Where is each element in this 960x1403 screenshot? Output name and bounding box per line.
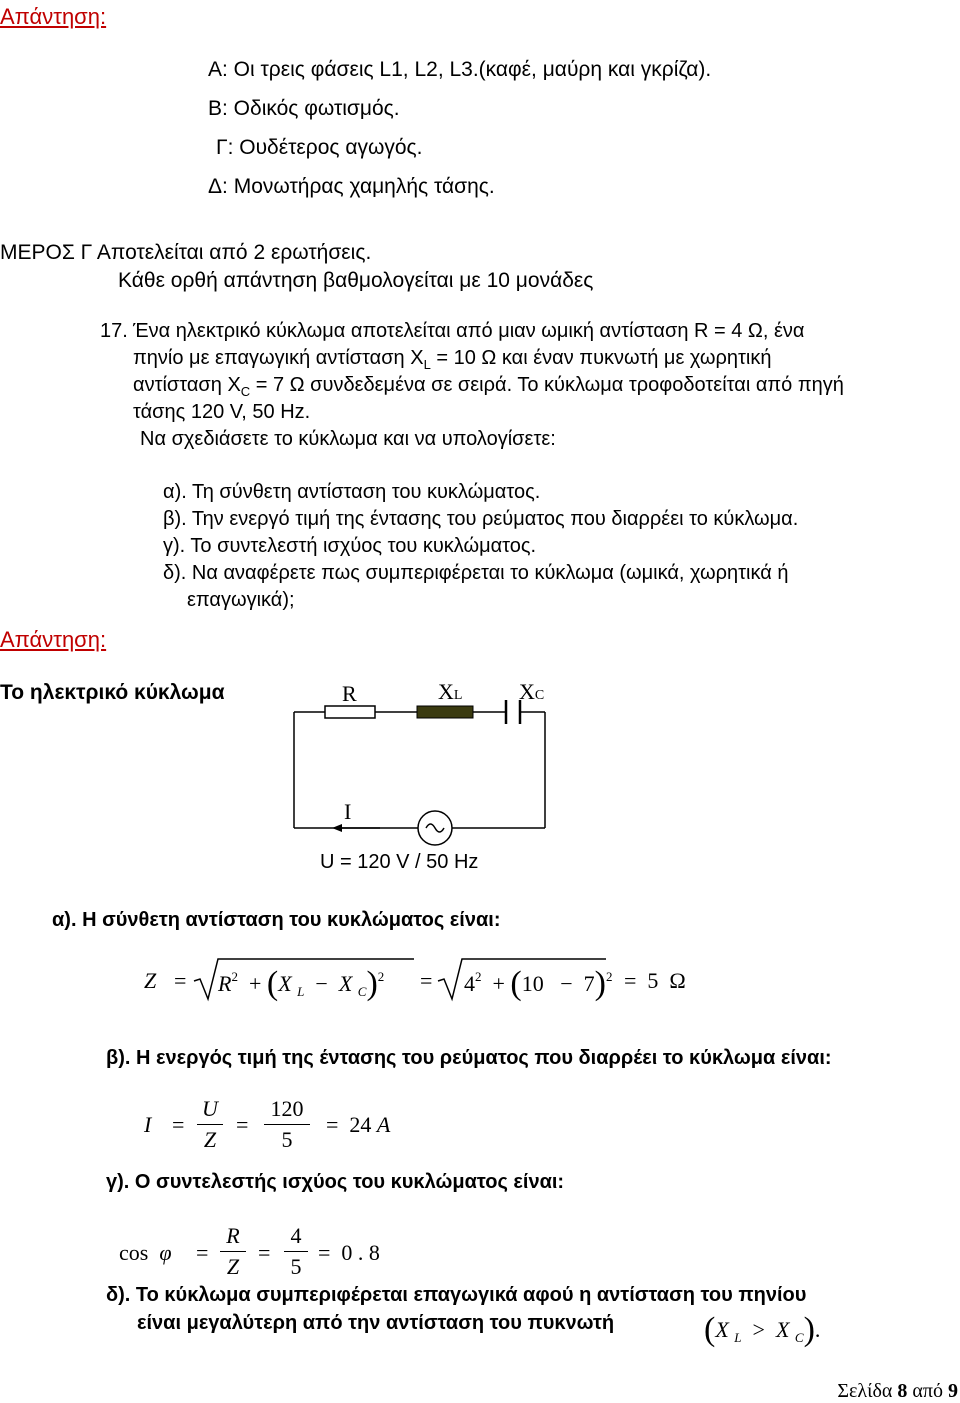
answer-label: Απάντηση:	[0, 4, 107, 29]
text: αντίσταση X	[133, 374, 241, 396]
inequality-expression: (X $_L$ > X $_C$).	[704, 1311, 821, 1348]
solution-d-line2: είναι μεγαλύτερη από την αντίσταση του πυκνωτή	[137, 1312, 615, 1334]
question-item-d-cont: επαγωγικά);	[187, 589, 295, 611]
fraction-bar	[284, 1251, 308, 1252]
solution-b-heading: β). Η ενεργός τιμή της έντασης του ρεύματος που διαρρέει το κύκλωμα είναι:	[106, 1047, 832, 1069]
symbol: X	[278, 971, 292, 996]
part-subheading: Κάθε ορθή απάντηση βαθμολογείται με 10 μονάδες	[118, 269, 594, 292]
fraction-bar	[220, 1251, 246, 1252]
sqrt-content-symbolic: $R^2 + (X$ $_L$ − X $_C$)$^2$	[218, 965, 385, 1002]
numerator: 4	[290, 1223, 302, 1248]
equals-sign: =	[174, 968, 187, 993]
question-line: Ένα ηλεκτρικό κύκλωμα αποτελείται από μιαν ωμική αντίσταση R = 4 Ω, ένα	[133, 320, 805, 342]
question-number: 17.	[100, 320, 128, 342]
question-line	[133, 374, 844, 397]
exponent: 2	[606, 969, 613, 984]
number: 10	[521, 971, 544, 996]
symbol: X	[775, 1317, 790, 1342]
denominator: Z	[203, 1127, 217, 1152]
equation-result	[326, 1112, 390, 1138]
equation-z	[144, 968, 156, 994]
page-total: 9	[948, 1380, 958, 1402]
text: = 10 Ω και έναν πυκνωτή με χωρητική	[430, 347, 772, 369]
footer-text: από	[907, 1380, 948, 1402]
page-footer	[837, 1380, 958, 1403]
footer-text: Σελίδα	[837, 1380, 898, 1402]
question-item-d: δ). Να αναφέρετε πως συμπεριφέρεται το κύκλωμα (ωμικά, χωρητικά ή	[163, 562, 789, 584]
question-line	[133, 347, 771, 370]
circuit-caption: Το ηλεκτρικό κύκλωμα	[0, 681, 225, 704]
subscript: C	[534, 688, 545, 703]
equation-result	[318, 1240, 380, 1266]
fraction-r-z	[220, 1222, 246, 1281]
question-item-a: α). Τη σύνθετη αντίσταση του κυκλώματος.	[163, 481, 541, 503]
capacitor-label	[519, 679, 544, 705]
punctuation: .	[814, 1317, 821, 1342]
numerator: U	[202, 1096, 218, 1121]
question-item-b: β). Την ενεργό τιμή της έντασης του ρεύματος που διαρρέει το κύκλωμα.	[163, 508, 799, 530]
solution-a-heading: α). Η σύνθετη αντίσταση του κυκλώματος είναι:	[52, 909, 501, 931]
operator: −	[560, 971, 573, 996]
symbol-i: I	[144, 1112, 152, 1137]
symbol: X	[519, 679, 535, 704]
subscript: C	[357, 984, 367, 999]
equals-sign: =	[236, 1112, 249, 1137]
operator: >	[752, 1317, 765, 1342]
number: 5	[647, 968, 659, 993]
numerator: R	[226, 1223, 240, 1248]
question-item-c: γ). Το συντελεστή ισχύος του κυκλώματος.	[163, 535, 537, 557]
sqrt-content-numeric: $4^2 + (10$ − 7)$^2$	[464, 965, 613, 1002]
fraction-bar	[197, 1124, 223, 1125]
arrow-head-icon	[332, 824, 342, 832]
question-line: Να σχεδιάσετε το κύκλωμα και να υπολογίσετε:	[140, 428, 556, 450]
denominator: 5	[281, 1127, 293, 1152]
page-number: 8	[897, 1380, 908, 1402]
symbol: Z	[144, 968, 157, 993]
subscript: C	[240, 384, 251, 399]
text: πηνίο με επαγωγική αντίσταση X	[133, 347, 424, 369]
inductor-label	[438, 679, 462, 705]
subscript: L	[423, 357, 431, 372]
operator: +	[248, 971, 262, 996]
symbol: X	[715, 1317, 729, 1342]
equation-result	[624, 968, 686, 994]
exponent: 2	[231, 969, 238, 984]
unit: A	[376, 1112, 391, 1137]
part-heading: ΜΕΡΟΣ Γ Αποτελείται από 2 ερωτήσεις.	[0, 241, 372, 264]
denominator: 5	[290, 1254, 302, 1279]
fraction-120-5	[264, 1095, 310, 1154]
current-label: I	[344, 799, 352, 824]
number: 7	[583, 971, 595, 996]
answer-a: Α: Οι τρεις φάσεις L1, L2, L3.(καφέ, μαύρη και γκρίζα).	[208, 58, 712, 81]
solution-d-line1: δ). Το κύκλωμα συμπεριφέρεται επαγωγικά αφού η αντίσταση του πηνίου	[106, 1284, 807, 1306]
fraction-4-5	[284, 1222, 308, 1281]
equals-sign: =	[196, 1240, 209, 1265]
question-line: τάσης 120 V, 50 Hz.	[133, 401, 311, 423]
solution-c-heading: γ). Ο συντελεστής ισχύος του κυκλώματος είναι:	[106, 1171, 565, 1193]
exponent: 2	[377, 969, 385, 984]
subscript: L	[297, 984, 305, 999]
denominator: Z	[226, 1254, 240, 1279]
operator: =	[318, 1240, 331, 1265]
number: 4	[464, 971, 475, 996]
operator: −	[315, 971, 328, 996]
operator: =	[624, 968, 637, 993]
exponent: 2	[475, 969, 482, 984]
symbol: X	[338, 971, 353, 996]
function: cos	[119, 1240, 149, 1265]
equals-sign: =	[258, 1240, 271, 1265]
inductor-symbol	[417, 706, 473, 718]
subscript: C	[794, 1330, 804, 1345]
number: 0 . 8	[341, 1240, 380, 1265]
fraction-u-z	[197, 1095, 223, 1154]
subscript: L	[453, 688, 463, 703]
subscript: L	[734, 1330, 742, 1345]
source-label: U = 120 V / 50 Hz	[320, 851, 479, 873]
answer-b: Β: Οδικός φωτισμός.	[208, 97, 400, 120]
answer-c: Γ: Ουδέτερος αγωγός.	[216, 136, 423, 159]
answer-d: Δ: Μονωτήρας χαμηλής τάσης.	[208, 175, 495, 198]
resistor-label: R	[342, 681, 357, 706]
operator: +	[492, 971, 505, 996]
equals-sign: =	[420, 968, 433, 993]
symbol: R	[218, 971, 232, 996]
numerator: 120	[270, 1096, 304, 1121]
unit: Ω	[669, 968, 686, 993]
text: = 7 Ω συνδεδεμένα σε σειρά. Το κύκλωμα τροφοδοτείται από πηγή	[250, 374, 844, 396]
equals-sign: =	[172, 1112, 185, 1137]
symbol: φ	[159, 1240, 172, 1265]
fraction-bar	[264, 1124, 310, 1125]
answer-label: Απάντηση:	[0, 627, 107, 652]
symbol: X	[438, 679, 454, 704]
operator: =	[326, 1112, 339, 1137]
resistor-symbol	[325, 706, 375, 718]
cos-phi	[119, 1240, 172, 1266]
number: 24	[349, 1112, 372, 1137]
